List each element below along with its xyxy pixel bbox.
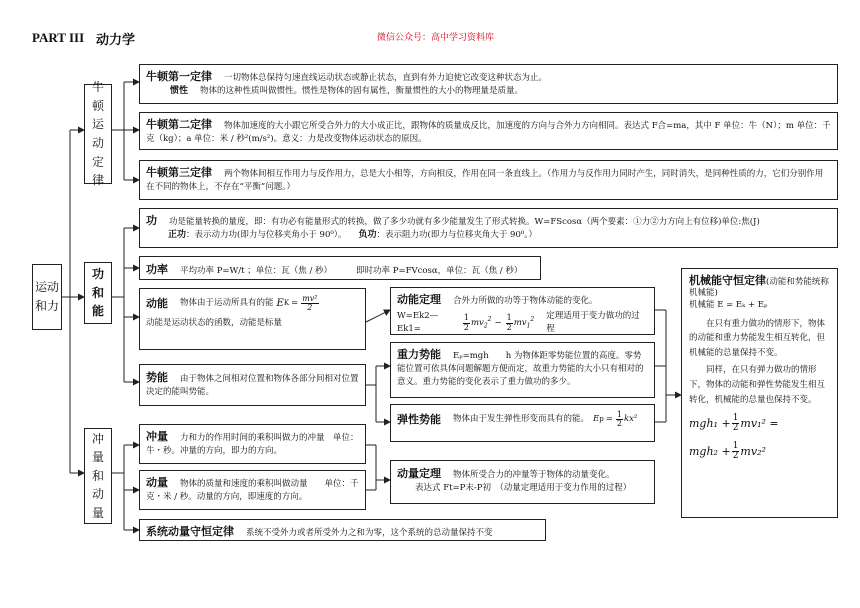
group-work-energy: [84, 262, 112, 324]
impulse-text: 力和力的作用时间的乘积叫做力的冲量 单位：牛・秒。冲量的方向，即力的方向。: [146, 433, 359, 457]
mech-conservation-gravity-paragraph: 在只有重力做功的情形下，物体的动能和重力势能发生相互转化，但机械能的总量保持不变。: [689, 318, 826, 359]
elastic-potential-energy-box: 弹性势能 物体由于发生弹性形变而具有的能。 E p = $\frac{1}{2}$ kx²: [390, 404, 655, 442]
ke-theorem-formula: W=Ek2—Ek1=: [397, 311, 439, 335]
part-label: PART III: [32, 30, 85, 45]
impulse-box: [139, 424, 366, 464]
inertia-text: 物体的这种性质叫做惯性。惯性是物体的固有属性，衡量惯性的大小的物理量是质量。: [200, 86, 524, 97]
ke-theorem-note: 定理适用于变力做功的过程: [546, 311, 640, 335]
mech-conservation-subtitle: (动能和势能统称机械能): [689, 277, 829, 299]
momentum-text: 物体的质量和速度的乘积叫做动量 单位：千克・米 / 秒。动量的方向，即速度的方向。: [146, 479, 359, 503]
group-energy-label: 功和能: [91, 267, 104, 319]
page-title: 动力学: [96, 33, 136, 48]
momentum-theorem-text: 物体所受合力的冲量等于物体的动量变化。: [453, 470, 615, 480]
group-newton-laws: [84, 80, 112, 188]
mech-equation-2: mgh₂ + $\frac{1}{2}$ mv₂²: [689, 440, 766, 462]
impulse-title: 冲量: [146, 430, 168, 443]
newton-third-law-box: [139, 160, 838, 200]
positive-work-text: ：表示动力功(即力与位移夹角小于 90⁰）。: [186, 230, 347, 241]
work-title: 功: [146, 214, 157, 227]
newton-second-law-box: [139, 112, 838, 150]
gravity-pe-title: 重力势能: [397, 348, 441, 361]
newton-first-law-box: [139, 64, 838, 104]
kinetic-text: 物体由于运动所具有的能: [180, 298, 274, 309]
gravity-pe-text: Eₚ=mgh h 为物体距零势能位置的高度。零势能位置可依具体问题解题方便而定，故重力势能的大小只有相对的意义。重力势能的变化表示了重力做功的多少。: [397, 351, 644, 388]
newton2-text: 物体加速度的大小跟它所受合外力的大小成正比，跟物体的质量成反比，加速度的方向与合外力方向相同。表达式 F合=ma，其中 F 单位：牛（N）；m 单位：千克（kg）；a 单位：米 / 秒²(m/s²)。意义：力是改变物体运动状态的原因。: [146, 121, 831, 145]
momentum-box: [139, 470, 366, 510]
negative-work-label: 负功: [358, 230, 377, 241]
newton3-title: 牛顿第三定律: [146, 166, 212, 179]
root-node-motion-and-force: [32, 264, 62, 330]
power-box: [139, 256, 541, 280]
potential-text: 由于物体之间相对位置和物体各部分间相对位置决定的能叫势能。: [146, 374, 359, 398]
group-momentum-label: 冲量和动量: [91, 431, 104, 520]
potential-energy-box: [139, 364, 366, 406]
mech-energy-definition: 机械能 E = Eₖ + Eₚ: [689, 300, 768, 311]
positive-work-label: 正功: [168, 230, 187, 241]
momentum-conservation-text: 系统不受外力或者所受外力之和为零，这个系统的总动量保持不变: [246, 528, 493, 538]
momentum-conservation-title: 系统动量守恒定律: [146, 525, 234, 538]
kinetic-formula-sub: K: [283, 299, 290, 308]
potential-title: 势能: [146, 371, 168, 384]
kinetic-energy-box: 动能 物体由于运动所具有的能 E K = $\frac{\text{mv²}}{2}$ 动能是运动状态的函数，动能是标量: [139, 288, 366, 350]
mech-conservation-title: 机械能守恒定律: [689, 274, 766, 287]
power-title: 功率: [146, 263, 168, 276]
elastic-formula-fraction: $\frac{1}{2}$: [616, 410, 622, 429]
negative-work-text: ：表示阻力功(即力与位移夹角大于 90⁰。）: [376, 230, 538, 241]
root-label: 运动和力: [34, 280, 59, 313]
work-box: [139, 208, 838, 248]
newton1-title: 牛顿第一定律: [146, 70, 212, 83]
power-inst-text: 即时功率 P=FVcosα，单位：瓦（焦 / 秒）: [356, 266, 523, 276]
kinetic-formula-fraction: $\frac{\text{mv²}}{2}$: [302, 294, 318, 313]
elastic-formula-lhs: E: [593, 414, 600, 425]
elastic-formula-sub: p: [599, 415, 604, 424]
newton3-text: 两个物体间相互作用力与反作用力，总是大小相等，方向相反，作用在同一条直线上。（作用力与反作用力同时产生，同时消失，是同种性质的力，它们分别作用在不同的物体上，不存在“平衡”问题。）: [146, 169, 824, 193]
momentum-title: 动量: [146, 476, 168, 489]
mechanical-energy-conservation-box: [681, 268, 838, 518]
newton1-text: 一切物体总保持匀速直线运动状态或静止状态，直到有外力迫使它改变这种状态为止。: [224, 73, 548, 83]
momentum-conservation-box: [139, 519, 546, 541]
mech-conservation-elastic-paragraph: 同样，在只有弹力做功的情形下，物体的动能和弹性势能发生相互转化，机械能的总量也保持不变。: [689, 365, 826, 405]
group-impulse-momentum: [84, 428, 112, 524]
ke-theorem-title: 动能定理: [397, 293, 441, 306]
kinetic-title: 动能: [146, 297, 168, 311]
work-text: 功是能量转换的量度，即：有功必有能量形式的转换，做了多少功就有多少能量发生了形式转换。W=FScosα（两个要素：①力②力方向上有位移)单位:焦(J): [169, 217, 760, 227]
power-avg-text: 平均功率 P=W/t ；单位：瓦（焦 / 秒）: [180, 266, 333, 276]
elastic-pe-title: 弹性势能: [397, 413, 441, 427]
kinetic-note: 动能是运动状态的函数，动能是标量: [146, 317, 283, 328]
momentum-theorem-formula: 表达式 Ft=P末-P初 （动量定理适用于变力作用的过程）: [415, 483, 632, 494]
kinetic-formula-lhs: E: [276, 298, 284, 310]
elastic-formula-tail: kx²: [623, 414, 638, 425]
wechat-watermark: 微信公众号：高中学习资料库: [377, 33, 495, 43]
elastic-pe-text: 物体由于发生弹性形变而具有的能。: [453, 414, 590, 425]
momentum-theorem-box: [390, 460, 655, 504]
newton2-title: 牛顿第二定律: [146, 118, 212, 131]
group-newton-label: 牛顿运动定律: [91, 80, 104, 188]
ke-theorem-box: 动能定理 合外力所做的功等于物体动能的变化。 W=Ek2—Ek1= $\frac{1}{2}$ $mv_2^2$ − $\frac{1}{2}$ $mv_1^2$ 定理适用于变力做功的过程: [390, 287, 655, 335]
gravity-potential-energy-box: [390, 342, 655, 398]
momentum-theorem-title: 动量定理: [397, 467, 441, 480]
inertia-label: 惯性: [170, 86, 189, 97]
mech-equation-1: mgh₁ + $\frac{1}{2}$ mv₁² =: [689, 412, 779, 434]
ke-theorem-text: 合外力所做的功等于物体动能的变化。: [453, 296, 598, 306]
